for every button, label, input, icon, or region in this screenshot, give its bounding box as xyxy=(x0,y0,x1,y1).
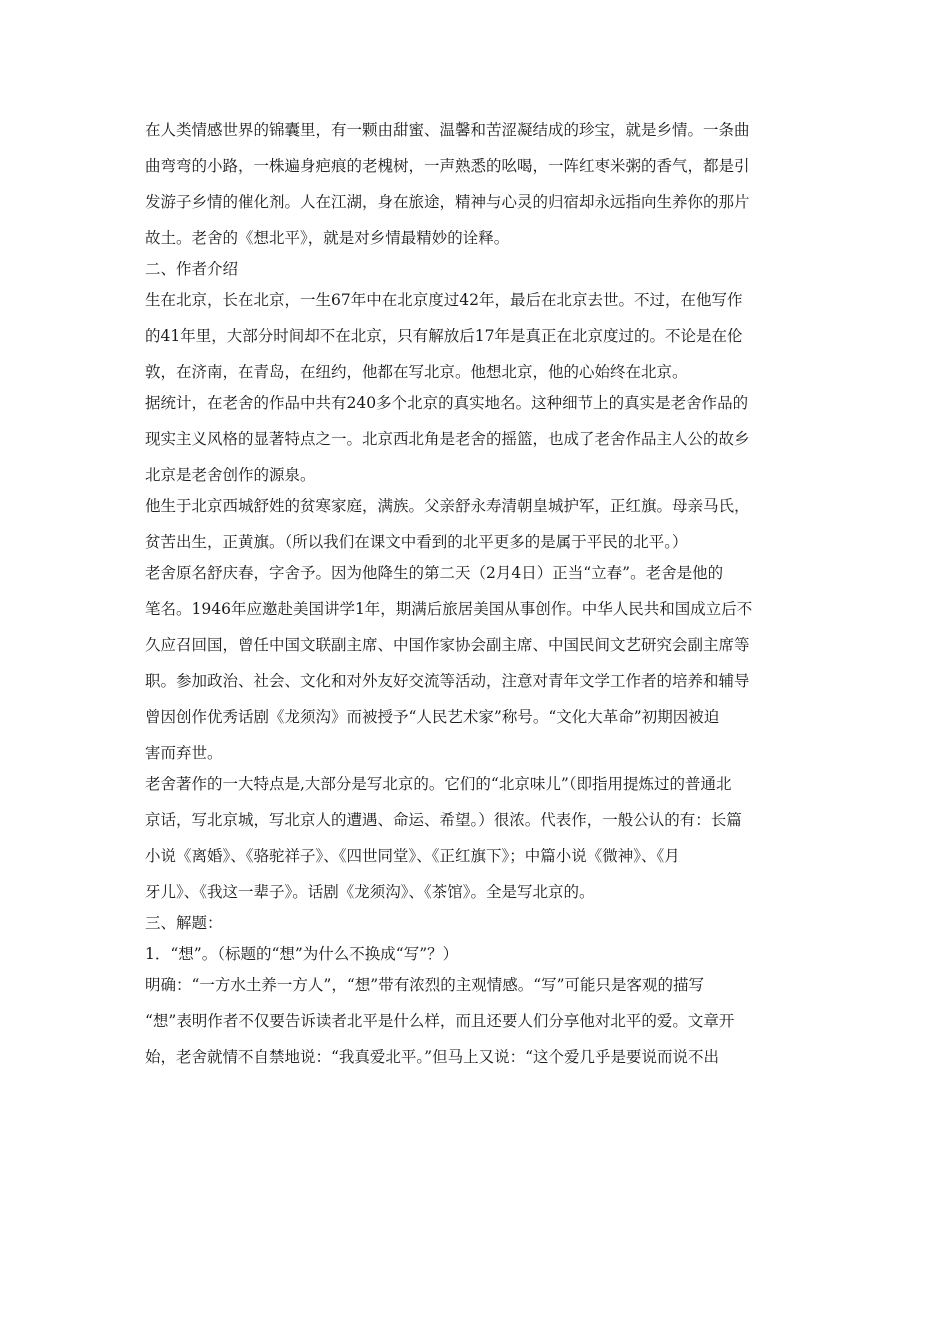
text-line: 明确：“一方水土养一方人”，“想”带有浓烈的主观情感。“写”可能只是客观的描写 xyxy=(145,976,705,994)
text-line: 据统计，在老舍的作品中共有240多个北京的真实地名。这种细节上的真实是老舍作品的 xyxy=(145,394,749,412)
text-line: 贫苦出生，正黄旗。（所以我们在课文中看到的北平更多的是属于平民的北平。） xyxy=(145,533,688,551)
section-heading: 二、作者介绍 xyxy=(145,260,239,278)
text-line: 久应召回国，曾任中国文联副主席、中国作家协会副主席、中国民间文艺研究会副主席等 xyxy=(145,636,750,654)
text-line: 职。参加政治、社会、文化和对外友好交流等活动，注意对青年文学工作者的培养和辅导 xyxy=(145,672,750,690)
text-line: 的41年里，大部分时间却不在北京，只有解放后17年是真正在北京度过的。不论是在伦 xyxy=(145,327,743,345)
text-line: 发游子乡情的催化剂。人在江湖，身在旅途，精神与心灵的归宿却永远指向生养你的那片 xyxy=(145,193,750,211)
text-line: 1．“想”。（标题的“想”为什么不换成“写”？） xyxy=(145,945,459,963)
text-line: 京话，写北京城，写北京人的遭遇、命运、希望。）很浓。代表作，一般公认的有：长篇 xyxy=(145,811,742,829)
document-page xyxy=(145,120,805,1068)
text-line: 现实主义风格的显著特点之一。北京西北角是老舍的摇篮，也成了老舍作品主人公的故乡 xyxy=(145,430,750,448)
text-line: 小说《离婚》、《骆驼祥子》、《四世同堂》、《正红旗下》；中篇小说《微神》、《月 xyxy=(145,847,680,865)
section-heading: 三、解题： xyxy=(145,914,223,932)
text-line: 北京是老舍创作的源泉。 xyxy=(145,466,316,484)
text-line: 曾因创作优秀话剧《龙须沟》而被授予“人民艺术家”称号。“文化大革命”初期因被迫 xyxy=(145,708,720,726)
text-line: 始，老舍就情不自禁地说：“我真爱北平。”但马上又说：“这个爱几乎是要说而说不出 xyxy=(145,1048,720,1066)
text-line: 故土。老舍的《想北平》，就是对乡情最精妙的诠释。 xyxy=(145,229,510,247)
text-line: 害而弃世。 xyxy=(145,744,223,762)
text-line: 曲弯弯的小路，一株遍身疤痕的老槐树，一声熟悉的吆喝，一阵红枣米粥的香气，都是引 xyxy=(145,157,750,175)
text-line: 笔名。1946年应邀赴美国讲学1年，期满后旅居美国从事创作。中华人民共和国成立后不 xyxy=(145,600,753,618)
text-line: 敦，在济南，在青岛，在纽约，他都在写北京。他想北京，他的心始终在北京。 xyxy=(145,363,688,381)
text-line: 生在北京，长在北京，一生67年中在北京度过42年，最后在北京去世。不过，在他写作 xyxy=(145,291,743,309)
text-line: 老舍原名舒庆春，字舍予。因为他降生的第二天（2月4日）正当“立春”。老舍是他的 xyxy=(145,564,724,582)
text-line: 老舍著作的一大特点是,大部分是写北京的。它们的“北京味儿”（即指用提炼过的普通北 xyxy=(145,775,732,793)
text-line: 牙儿》、《我这一辈子》。话剧《龙须沟》、《茶馆》。全是写北京的。 xyxy=(145,883,595,901)
text-line: 他生于北京西城舒姓的贫寒家庭，满族。父亲舒永寿清朝皇城护军，正红旗。母亲马氏， xyxy=(145,497,750,515)
text-line: “想”表明作者不仅要告诉读者北平是什么样，而且还要人们分享他对北平的爱。文章开 xyxy=(145,1012,735,1030)
text-line: 在人类情感世界的锦囊里，有一颗由甜蜜、温馨和苦涩凝结成的珍宝，就是乡情。一条曲 xyxy=(145,121,750,139)
